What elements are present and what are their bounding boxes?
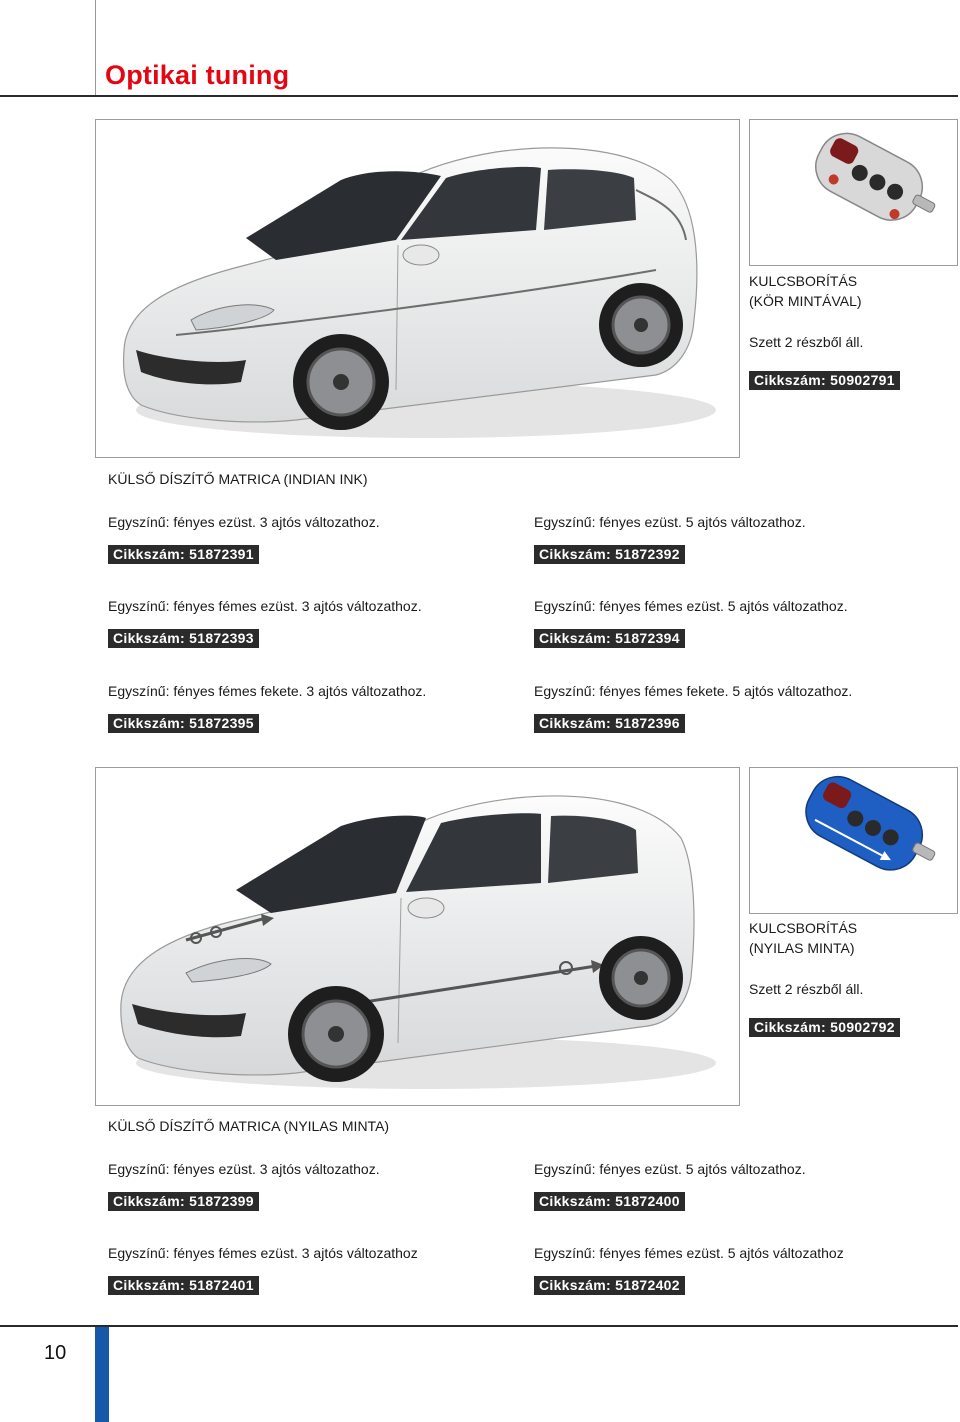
section2-item-code: Cikkszám: 51872402 xyxy=(534,1276,685,1295)
page-title: Optikai tuning xyxy=(105,60,290,90)
section2-item-code: Cikkszám: 51872400 xyxy=(534,1192,685,1211)
key1-note: Szett 2 részből áll. xyxy=(749,334,864,350)
key1-title-line2: (KÖR MINTÁVAL) xyxy=(749,293,862,309)
section2-item-code: Cikkszám: 51872399 xyxy=(108,1192,259,1211)
section1-item-desc: Egyszínű: fényes fémes ezüst. 3 ajtós változathoz. xyxy=(108,598,422,614)
section1-item-code: Cikkszám: 51872394 xyxy=(534,629,685,648)
margin-line xyxy=(95,0,96,96)
section1-item-desc: Egyszínű: fényes fémes ezüst. 5 ajtós változathoz. xyxy=(534,598,848,614)
section1-item-desc: Egyszínű: fényes fémes fekete. 5 ajtós változathoz. xyxy=(534,683,853,699)
car-photo-indian-ink xyxy=(95,119,740,458)
section1-item-code: Cikkszám: 51872393 xyxy=(108,629,259,648)
section2-item-code: Cikkszám: 51872401 xyxy=(108,1276,259,1295)
section2-item-desc: Egyszínű: fényes ezüst. 5 ajtós változathoz. xyxy=(534,1161,806,1177)
section1-item-desc: Egyszínű: fényes ezüst. 3 ajtós változathoz. xyxy=(108,514,380,530)
key2-title-line2: (NYILAS MINTA) xyxy=(749,940,855,956)
section1-item-code: Cikkszám: 51872396 xyxy=(534,714,685,733)
key-cover-photo-arrows xyxy=(749,767,958,914)
section1-item-code: Cikkszám: 51872392 xyxy=(534,545,685,564)
footer-rule xyxy=(0,1325,958,1327)
section2-item-desc: Egyszínű: fényes fémes ezüst. 3 ajtós változathoz xyxy=(108,1245,418,1261)
key-cover-photo-circles xyxy=(749,119,958,266)
key1-title-line1: KULCSBORÍTÁS xyxy=(749,273,858,289)
key2-code-badge: Cikkszám: 50902792 xyxy=(749,1018,900,1037)
key2-title-line1: KULCSBORÍTÁS xyxy=(749,920,858,936)
section1-heading: KÜLSŐ DÍSZÍTŐ MATRICA (INDIAN INK) xyxy=(108,471,368,487)
section1-item-code: Cikkszám: 51872395 xyxy=(108,714,259,733)
car-photo-arrow-pattern xyxy=(95,767,740,1106)
page-number: 10 xyxy=(44,1342,67,1364)
section1-item-code: Cikkszám: 51872391 xyxy=(108,545,259,564)
header-rule xyxy=(0,95,958,97)
footer-accent-bar xyxy=(95,1327,109,1422)
key1-code-badge: Cikkszám: 50902791 xyxy=(749,371,900,390)
section1-item-desc: Egyszínű: fényes ezüst. 5 ajtós változathoz. xyxy=(534,514,806,530)
section2-item-desc: Egyszínű: fényes fémes ezüst. 5 ajtós változathoz xyxy=(534,1245,844,1261)
section2-heading: KÜLSŐ DÍSZÍTŐ MATRICA (NYILAS MINTA) xyxy=(108,1118,390,1134)
section1-item-desc: Egyszínű: fényes fémes fekete. 3 ajtós változathoz. xyxy=(108,683,427,699)
key2-note: Szett 2 részből áll. xyxy=(749,981,864,997)
section2-item-desc: Egyszínű: fényes ezüst. 3 ajtós változathoz. xyxy=(108,1161,380,1177)
